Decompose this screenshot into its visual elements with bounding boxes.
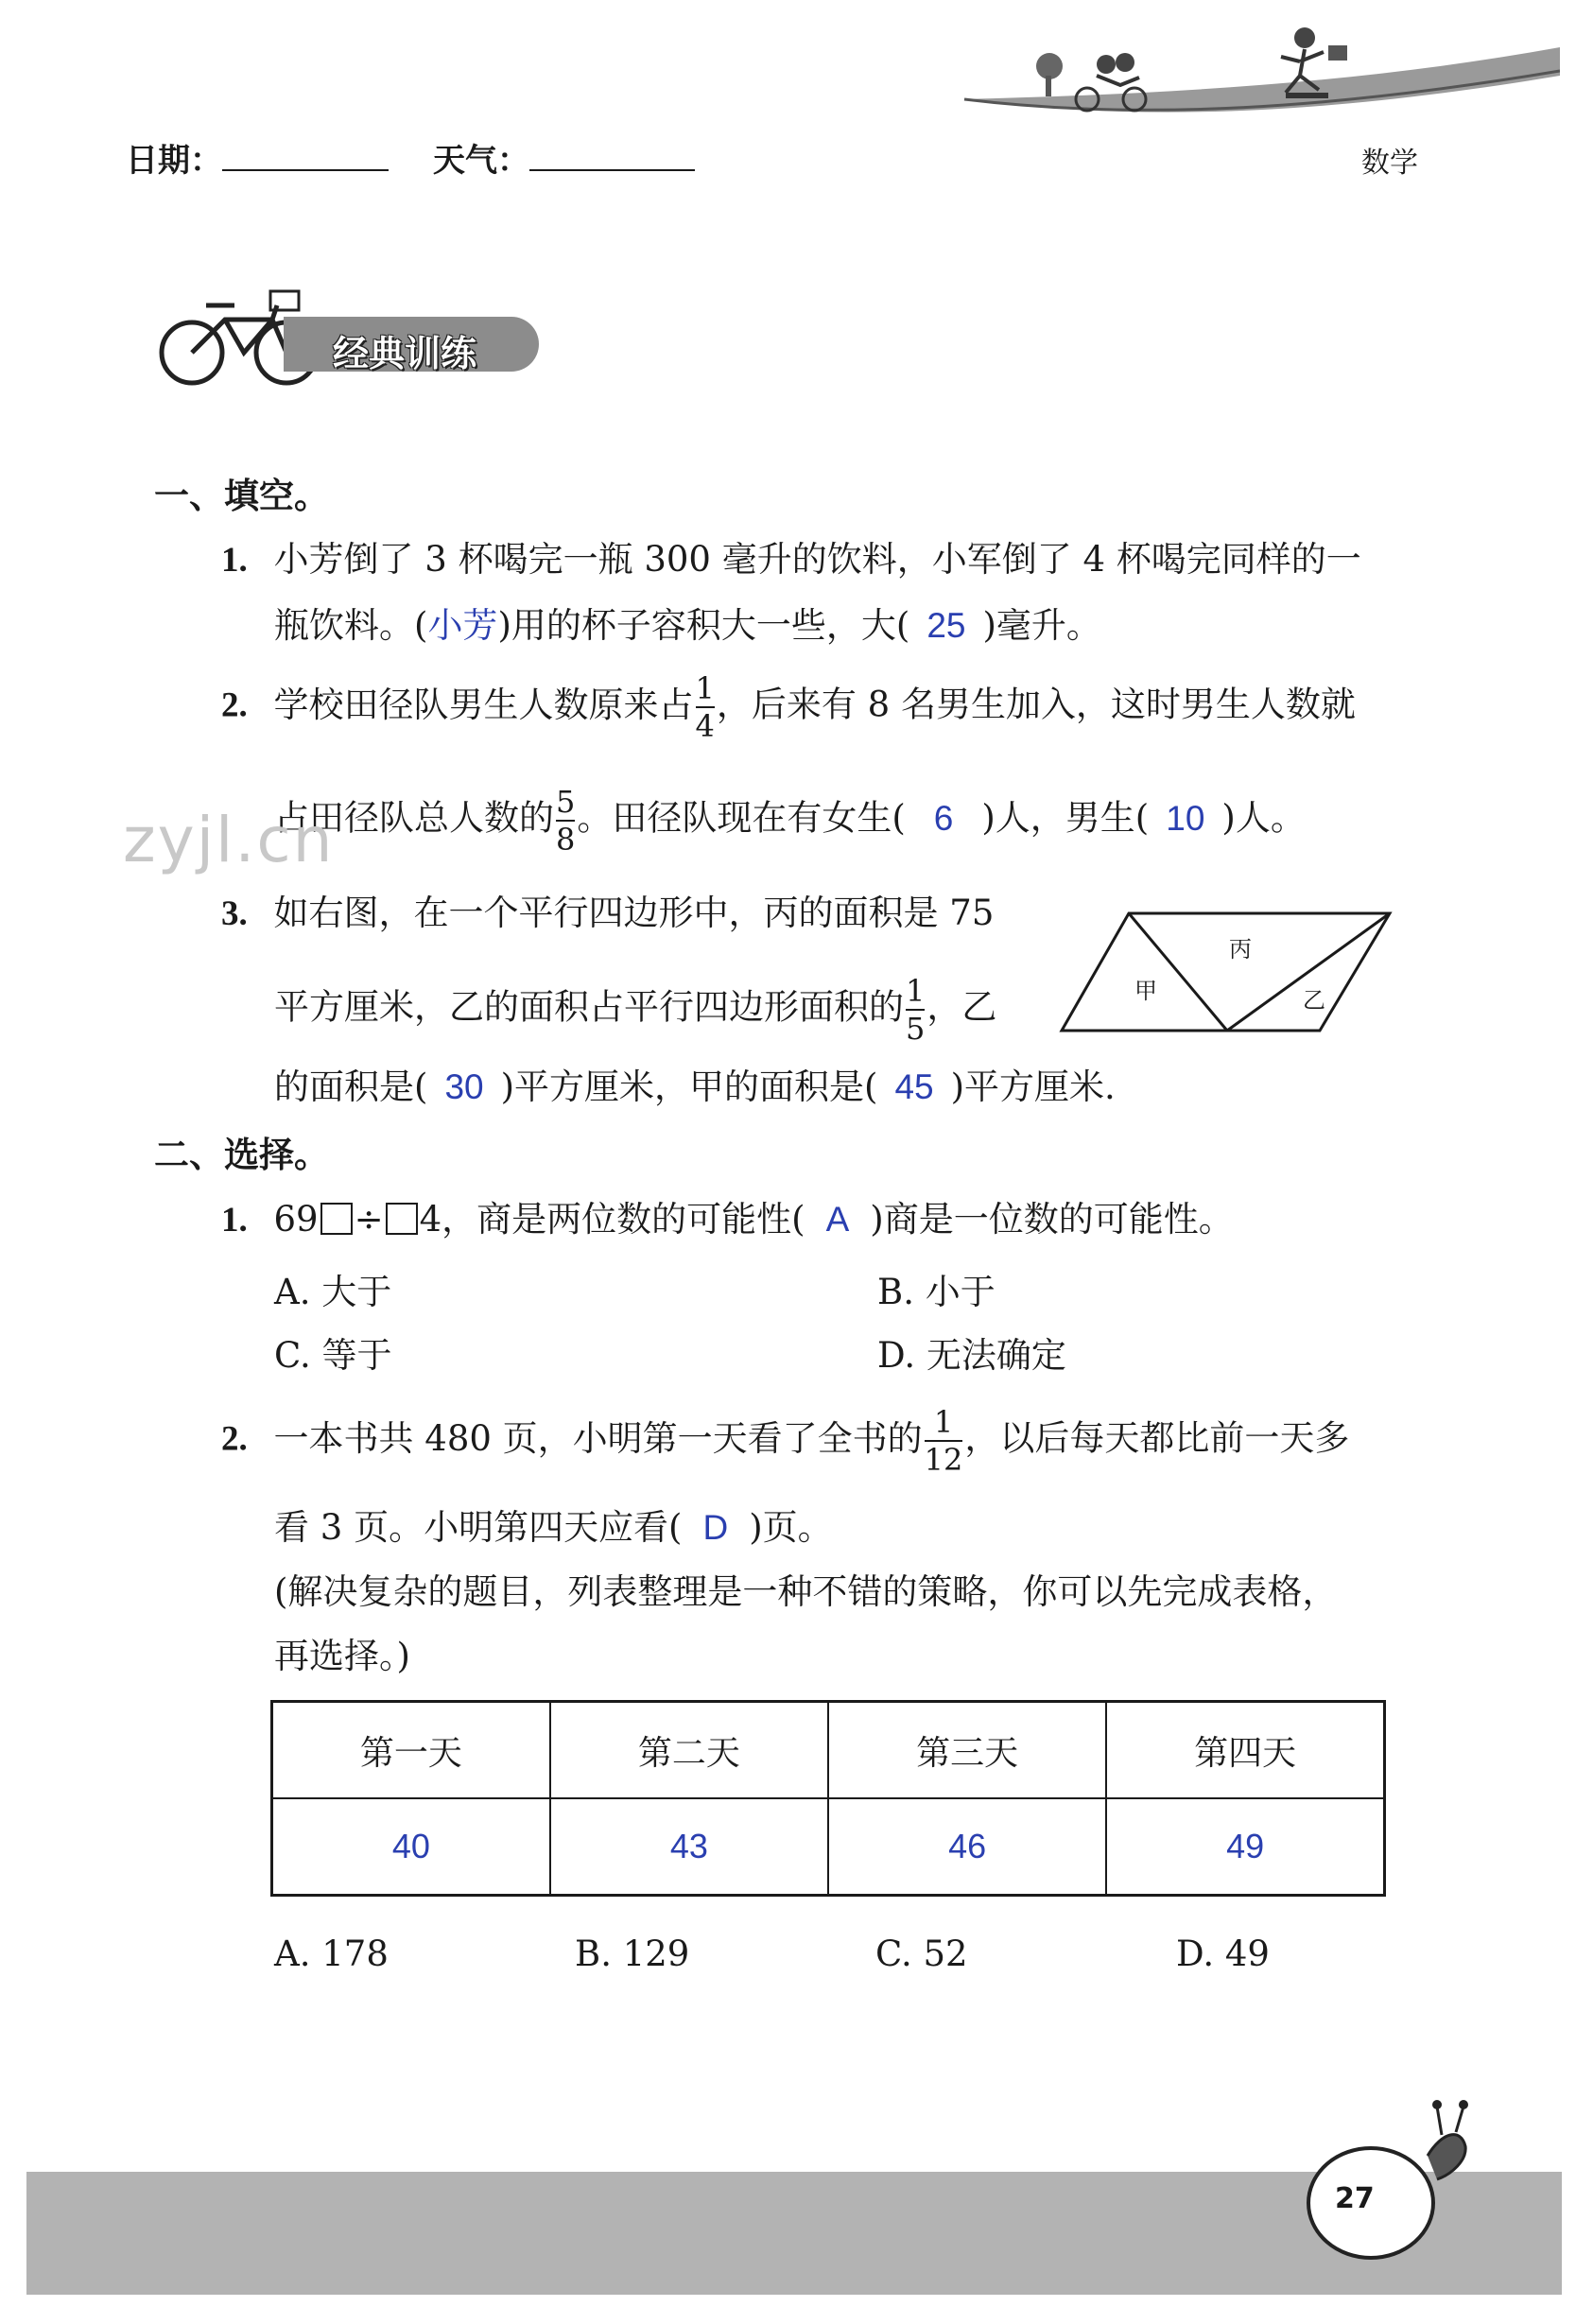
q-text: )平方厘米，甲的面积是( (500, 1067, 878, 1107)
table-header-row (272, 1702, 1385, 1799)
fill-q1-line1 (221, 539, 1361, 581)
region-label-b: 丙 (1229, 936, 1252, 963)
fill-q3-line3 (274, 1067, 1116, 1108)
answer: 30 (444, 1067, 484, 1106)
table-header-cell: 第一天 (272, 1702, 550, 1799)
fraction (924, 1404, 963, 1478)
region-label-a: 甲 (1134, 978, 1157, 1004)
fraction-denominator: 5 (906, 1011, 926, 1047)
q-text: 学校田径队男生人数原来占 (273, 684, 694, 725)
weather-label: 天气： (433, 142, 529, 180)
choice-q2-option-a: A. 178 (274, 1934, 389, 1974)
blank-box (386, 1203, 418, 1235)
q-text: 瓶饮料。( (274, 605, 428, 646)
answer: 25 (926, 606, 966, 645)
choice-q1-option-a: A. 大于 (274, 1272, 392, 1312)
date-field (126, 134, 389, 181)
q-text: )平方厘米. (950, 1067, 1116, 1107)
parallelogram-figure (1059, 908, 1399, 1040)
q-text: 4，商是两位数的可能性( (419, 1199, 805, 1240)
choice-q2-line1 (221, 1404, 1350, 1478)
region-label-c: 乙 (1303, 987, 1325, 1014)
q-text: 的面积是( (274, 1067, 428, 1107)
answer: 45 (894, 1067, 934, 1106)
q-text: ，后来有 8 名男生加入，这时男生人数就 (716, 684, 1356, 725)
fraction-numerator: 1 (695, 670, 715, 706)
fraction-denominator: 12 (924, 1442, 963, 1478)
subject-label: 数学 (1361, 147, 1418, 180)
q-number: 1. (221, 1201, 248, 1240)
date-label: 日期： (126, 142, 222, 180)
q-number: 3. (221, 894, 248, 933)
q-text: 占田径队总人数的 (274, 797, 554, 839)
fraction-denominator: 4 (695, 708, 715, 744)
choice-q2-hint1: (解决复杂的题目，列表整理是一种不错的策略，你可以先完成表格， (274, 1571, 1338, 1612)
answer: 6 (933, 798, 954, 838)
q-text: ÷ (354, 1199, 384, 1240)
date-blank (222, 135, 389, 171)
table-cell: 49 (1106, 1798, 1384, 1896)
fill-q3-line1 (221, 893, 994, 935)
fill-q2-line2 (274, 784, 1306, 858)
q-number: 2. (221, 1419, 248, 1459)
choice-q2-option-c: C. 52 (875, 1934, 968, 1974)
q-number: 1. (221, 541, 248, 580)
q-text: )人，男生( (981, 797, 1150, 839)
table-cell: 40 (272, 1798, 550, 1896)
fraction (906, 973, 926, 1047)
table-header-cell: 第二天 (550, 1702, 828, 1799)
q-text: ，乙 (926, 986, 997, 1028)
q-text: )毫升。 (982, 605, 1101, 646)
answer: 小芳 (427, 606, 498, 645)
q-text: )页。 (749, 1507, 833, 1548)
fraction-numerator: 5 (556, 784, 576, 820)
answer: A (825, 1200, 850, 1239)
q-text: 平方厘米，乙的面积占平行四边形面积的 (274, 986, 904, 1028)
choice-q2-line2 (274, 1507, 833, 1549)
banner-title: 经典训练 (333, 333, 477, 374)
table-cell: 43 (550, 1798, 828, 1896)
fraction-denominator: 8 (556, 822, 576, 858)
fraction (695, 670, 715, 744)
choice-q1-option-c: C. 等于 (274, 1335, 392, 1376)
choice-q2-option-b: B. 129 (575, 1934, 690, 1974)
header-illustration (955, 19, 1560, 132)
watermark: zyjl.cn (123, 804, 335, 876)
answer: D (702, 1508, 729, 1547)
days-table (270, 1700, 1386, 1897)
fraction (556, 784, 576, 858)
q-text: )商是一位数的可能性。 (870, 1199, 1234, 1240)
fill-q2-line1 (221, 670, 1356, 744)
q-text: 69 (273, 1199, 319, 1240)
table-row (272, 1798, 1385, 1896)
fraction-numerator: 1 (933, 1404, 954, 1440)
table-header-cell: 第四天 (1106, 1702, 1384, 1799)
weather-field (433, 134, 695, 181)
page-number: 27 (1335, 2182, 1375, 2215)
choice-q1-line1 (221, 1199, 1234, 1241)
table-cell: 46 (828, 1798, 1106, 1896)
choice-q1-option-b: B. 小于 (877, 1272, 996, 1312)
fill-q3-line2 (274, 973, 997, 1047)
fraction-numerator: 1 (906, 973, 926, 1009)
table-header-cell: 第三天 (828, 1702, 1106, 1799)
choice-q2-hint2: 再选择。) (274, 1636, 410, 1676)
q-text: )人。 (1221, 797, 1306, 839)
q-text: ，以后每天都比前一天多 (964, 1417, 1350, 1459)
q-text: 小芳倒了 3 杯喝完一瓶 300 毫升的饮料，小军倒了 4 杯喝完同样的一 (273, 539, 1361, 580)
q-number: 2. (221, 685, 248, 725)
q-text: 如右图，在一个平行四边形中，丙的面积是 75 (273, 893, 995, 933)
q-text: 一本书共 480 页，小明第一天看了全书的 (273, 1417, 923, 1459)
blank-box (320, 1203, 353, 1235)
q-text: 。田径队现在有女生( (577, 797, 906, 839)
section-fill-heading: 一、填空。 (154, 476, 329, 516)
section-choice-heading: 二、选择。 (154, 1135, 329, 1175)
q-text: 看 3 页。小明第四天应看( (274, 1507, 683, 1548)
fill-q1-line2 (274, 605, 1101, 647)
answer: 10 (1166, 798, 1205, 838)
q-text: )用的杯子容积大一些，大( (497, 605, 910, 646)
choice-q2-option-d: D. 49 (1176, 1934, 1270, 1974)
weather-blank (529, 135, 695, 171)
snail-icon (1286, 2090, 1475, 2279)
choice-q1-option-d: D. 无法确定 (877, 1335, 1066, 1376)
